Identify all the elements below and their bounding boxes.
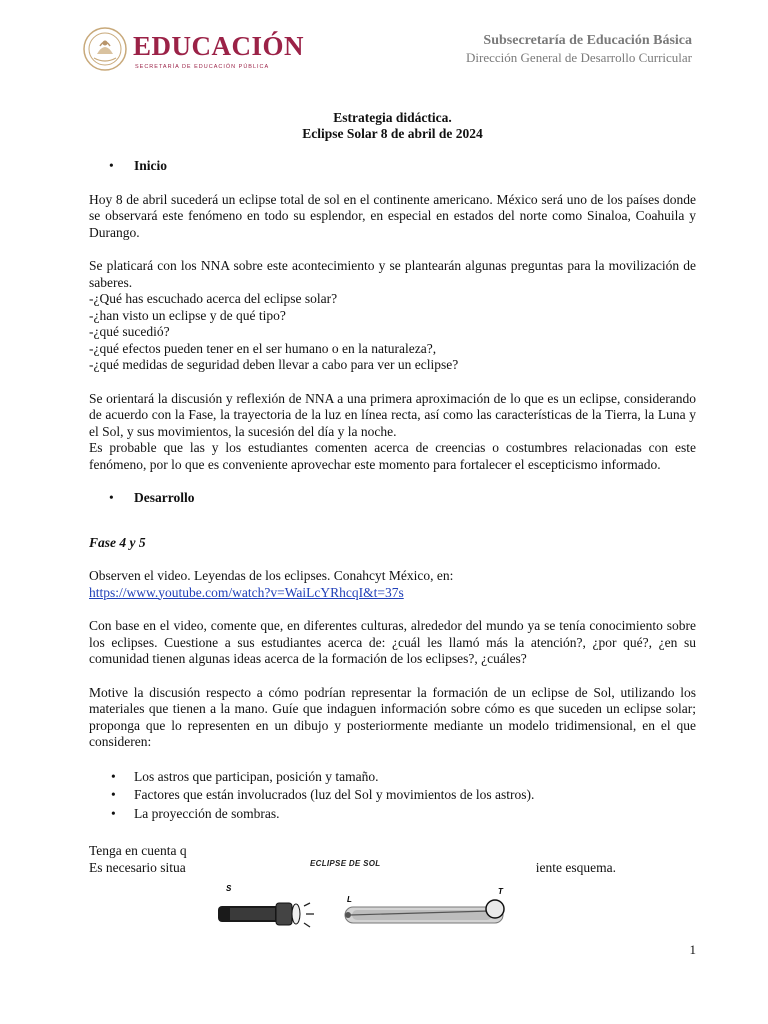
agency-line-2: Dirección General de Desarrollo Curricular — [466, 50, 692, 65]
section-heading-desarrollo: • Desarrollo — [89, 490, 696, 507]
document-title-line-1: Estrategia didáctica. — [333, 110, 452, 125]
truncated-line-1: Tenga en cuenta q — [89, 843, 187, 858]
question-item: -¿Qué has escuchado acerca del eclipse solar? — [89, 291, 338, 306]
list-item: • Los astros que participan, posición y tamaño. — [89, 768, 696, 787]
earth-label: T — [498, 887, 503, 896]
video-link[interactable]: https://www.youtube.com/watch?v=WaiLcYRhcqI&t=37s — [89, 584, 404, 600]
considerations-list — [89, 768, 696, 824]
light-rays — [304, 903, 314, 927]
question-item: -¿qué efectos pueden tener en el ser humano o en la naturaleza?, — [89, 340, 437, 356]
truncated-line-2-right: iente esquema. — [535, 859, 616, 875]
logo-title: EDUCACIÓN — [133, 31, 305, 61]
eclipse-diagram-svg — [190, 845, 535, 953]
sun-label: S — [226, 884, 232, 893]
page-header — [82, 22, 692, 82]
moon-earth-model — [345, 900, 504, 923]
paragraph-culturas: Con base en el video, comente que, en diferentes culturas, alrededor del mundo ya se tenía conocimiento sobre los eclipses. Cuestione a sus estudiantes acerca de: ¿cuál les llamó más la atención?, ¿por qué?, ¿en su comunidad tienen algunas ideas acerca de la formación de los eclipses?, ¿cuáles? — [89, 618, 696, 666]
paragraph-orientacion: Se orientará la discusión y reflexión de NNA a una primera aproximación de lo que es un eclipse, considerando de acuerdo con la Fase, la trayectoria de la luz en línea recta, así como las características de la Tierra, la Luna y el Sol, y sus movimientos, la sucesión del día y la noche. — [89, 390, 696, 439]
flashlight-icon — [218, 903, 300, 925]
eclipse-diagram — [190, 845, 535, 953]
document-title-line-2: Eclipse Solar 8 de abril de 2024 — [302, 126, 483, 141]
paragraph-intro: Hoy 8 de abril sucederá un eclipse total de sol en el continente americano. México será uno de los países donde se observará este fenómeno en todo su esplendor, en especial en estados del norte como Sinaloa, Coahuila y Durango. — [89, 191, 696, 240]
truncated-line-2-left: Es necesario situa — [89, 859, 186, 875]
national-seal-icon — [82, 26, 128, 72]
paragraph-discusion: Motive la discusión respecto a cómo podrían representar la formación de un eclipse de Sol, utilizando los materiales que tienen a la mano. Guíe que indaguen información sobre cómo es que suceden un eclipse solar; proponga que lo representen en un dibujo y posteriormente mediante un modelo tridimensional, en el que consideren: — [89, 684, 696, 749]
page-number: 1 — [689, 942, 696, 957]
paragraph-platicara: Se platicará con los NNA sobre este acontecimiento y se plantearán algunas preguntas para la movilización de saberes. — [89, 258, 696, 290]
list-item: • La proyección de sombras. — [89, 805, 696, 824]
moon-label: L — [347, 895, 352, 904]
list-item: • Factores que están involucrados (luz del Sol y movimientos de los astros). — [89, 786, 696, 805]
document-body — [89, 110, 696, 876]
logo-subtitle: SECRETARÍA DE EDUCACIÓN PÚBLICA — [135, 64, 270, 70]
agency-block — [466, 32, 692, 66]
question-item: -¿qué sucedió? — [89, 324, 170, 339]
paragraph-creencias: Es probable que las y los estudiantes comenten acerca de creencias o costumbres relacionadas con este fenómeno, por lo que es conveniente aprovechar este momento para fortalecer el escepticismo informado. — [89, 440, 696, 472]
paragraph-video: Observen el video. Leyendas de los eclipses. Conahcyt México, en: — [89, 568, 454, 583]
education-logo — [82, 26, 322, 78]
question-item: -¿han visto un eclipse y de qué tipo? — [89, 307, 286, 323]
question-item: -¿qué medidas de seguridad deben llevar a cabo para ver un eclipse? — [89, 357, 459, 372]
phase-heading: Fase 4 y 5 — [89, 534, 146, 550]
diagram-title: ECLIPSE DE SOL — [310, 859, 381, 868]
section-heading-inicio: • Inicio — [89, 158, 696, 175]
agency-line-1: Subsecretaría de Educación Básica — [483, 33, 692, 48]
